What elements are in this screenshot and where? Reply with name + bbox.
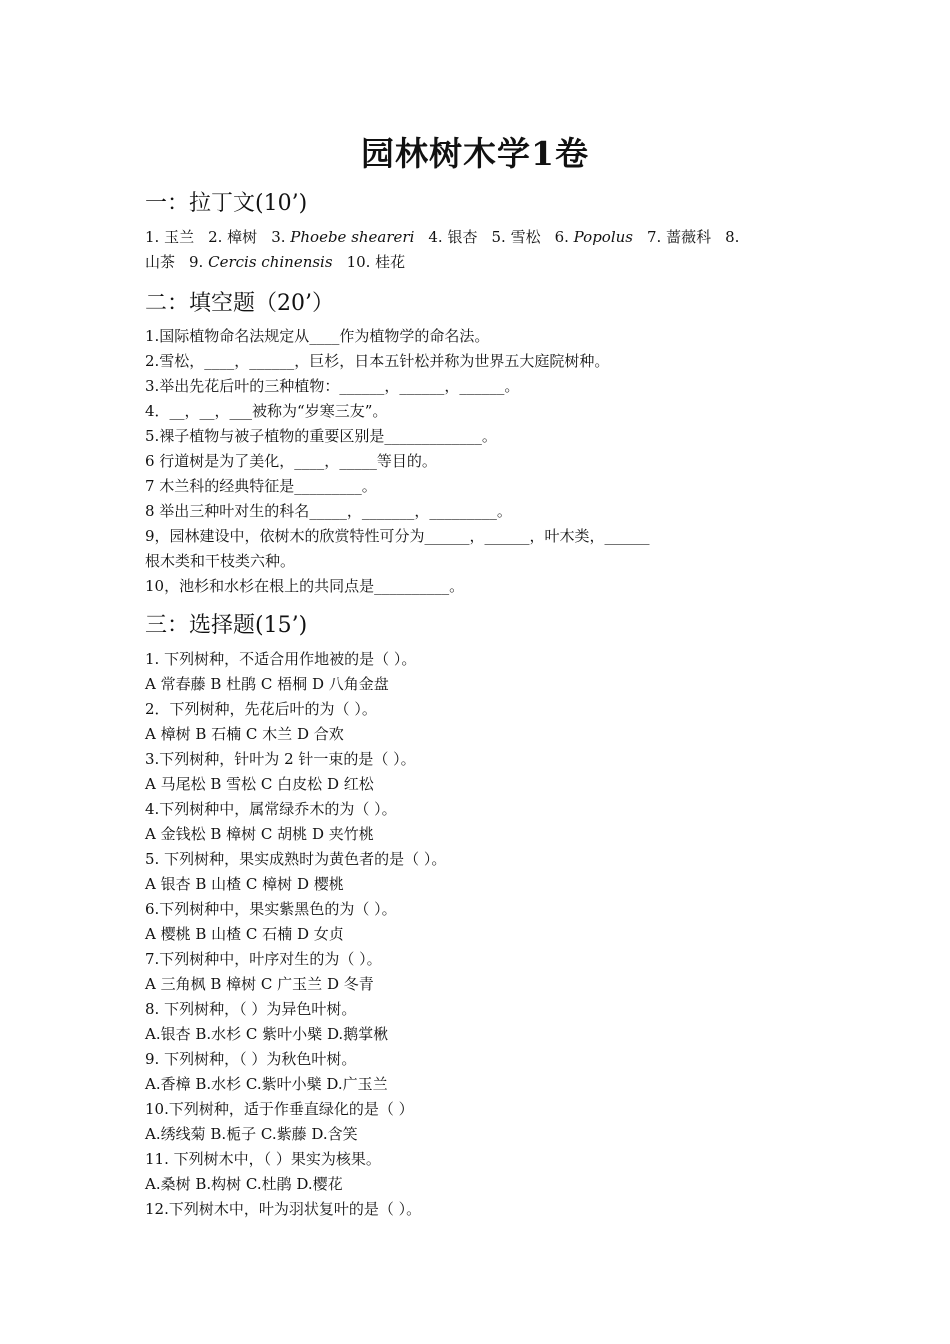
choice-question: 9. 下列树种，（ ）为秋色叶树。 (145, 1050, 357, 1068)
choice-options: A 常春藤 B 杜鹃 C 梧桐 D 八角金盘 (145, 675, 389, 693)
latin-line-1 (145, 228, 739, 246)
latin-term: Cercis chinensis (208, 253, 333, 271)
choice-options: A 马尾松 B 雪松 C 白皮松 D 红松 (145, 775, 374, 793)
latin-line-2 (145, 253, 405, 271)
fill-question: 根木类和干枝类六种。 (145, 552, 296, 570)
choice-question: 8. 下列树种，（ ）为异色叶树。 (145, 1000, 357, 1018)
choice-options: A 银杏 B 山楂 C 樟树 D 樱桃 (145, 875, 344, 893)
choice-options: A.桑树 B.构树 C.杜鹃 D.樱花 (145, 1175, 343, 1193)
latin-term: 2. 樟树 (208, 228, 258, 246)
latin-term: 山茶 (145, 253, 176, 271)
latin-term: 4. 银杏 (428, 228, 478, 246)
fill-question: 4．__，__，___被称为“岁寒三友”。 (145, 402, 388, 420)
fill-question: 1.国际植物命名法规定从____作为植物学的命名法。 (145, 327, 490, 345)
fill-question: 10，池杉和水杉在根上的共同点是__________。 (145, 577, 465, 595)
section-heading-fill: 二：填空题（20’） (145, 291, 334, 316)
choice-question: 3.下列树种，针叶为 2 针一束的是（ ）。 (145, 750, 416, 768)
fill-question: 9，园林建设中，依树木的欣赏特性可分为______，______，叶木类，______ (145, 527, 650, 545)
latin-term: 8. (725, 228, 740, 246)
latin-term: 1. 玉兰 (145, 228, 195, 246)
fill-question: 2.雪松，____，______，巨杉，日本五针松并称为世界五大庭院树种。 (145, 352, 610, 370)
latin-term: 3. (271, 228, 291, 246)
choice-question: 5. 下列树种，果实成熟时为黄色者的是（ ）。 (145, 850, 447, 868)
choice-question: 2．下列树种，先花后叶的为（ ）。 (145, 700, 377, 718)
choice-options: A 樟树 B 石楠 C 木兰 D 合欢 (145, 725, 344, 743)
fill-question: 6 行道树是为了美化，____，_____等目的。 (145, 452, 437, 470)
choice-question: 6.下列树种中，果实紫黑色的为（ ）。 (145, 900, 397, 918)
page-title: 园林树木学1卷 (361, 134, 589, 173)
choice-question: 11. 下列树木中，（ ）果实为核果。 (145, 1150, 381, 1168)
fill-question: 3.举出先花后叶的三种植物：______，______，______。 (145, 377, 520, 395)
choice-options: A 樱桃 B 山楂 C 石楠 D 女贞 (145, 925, 344, 943)
latin-term: Phoebe sheareri (290, 228, 415, 246)
latin-term: 9. (189, 253, 209, 271)
choice-question: 12.下列树木中，叶为羽状复叶的是（ ）。 (145, 1200, 422, 1218)
fill-question: 7 木兰科的经典特征是_________。 (145, 477, 377, 495)
section-heading-choice: 三：选择题(15’) (145, 613, 308, 638)
choice-options: A 三角枫 B 樟树 C 广玉兰 D 冬青 (145, 975, 374, 993)
choice-question: 1. 下列树种，不适合用作地被的是（ ）。 (145, 650, 417, 668)
latin-term: 6. (554, 228, 574, 246)
choice-options: A.绣线菊 B.栀子 C.紫藤 D.含笑 (145, 1125, 358, 1143)
latin-term: 7. 蔷薇科 (646, 228, 712, 246)
fill-question: 5.裸子植物与被子植物的重要区别是_____________。 (145, 427, 497, 445)
choice-options: A.银杏 B.水杉 C 紫叶小檗 D.鹅掌楸 (145, 1025, 389, 1043)
section-heading-latin: 一：拉丁文(10’) (145, 191, 308, 216)
choice-question: 4.下列树种中，属常绿乔木的为（ ）。 (145, 800, 397, 818)
choice-options: A 金钱松 B 樟树 C 胡桃 D 夹竹桃 (145, 825, 374, 843)
latin-term: 10. 桂花 (346, 253, 406, 271)
latin-term: Popolus (573, 228, 633, 246)
latin-term: 5. 雪松 (491, 228, 541, 246)
fill-question: 8 举出三种叶对生的科名_____，_______，_________。 (145, 502, 512, 520)
choice-question: 10.下列树种，适于作垂直绿化的是（ ） (145, 1100, 414, 1118)
choice-question: 7.下列树种中，叶序对生的为（ ）。 (145, 950, 382, 968)
choice-options: A.香樟 B.水杉 C.紫叶小檗 D.广玉兰 (145, 1075, 388, 1093)
